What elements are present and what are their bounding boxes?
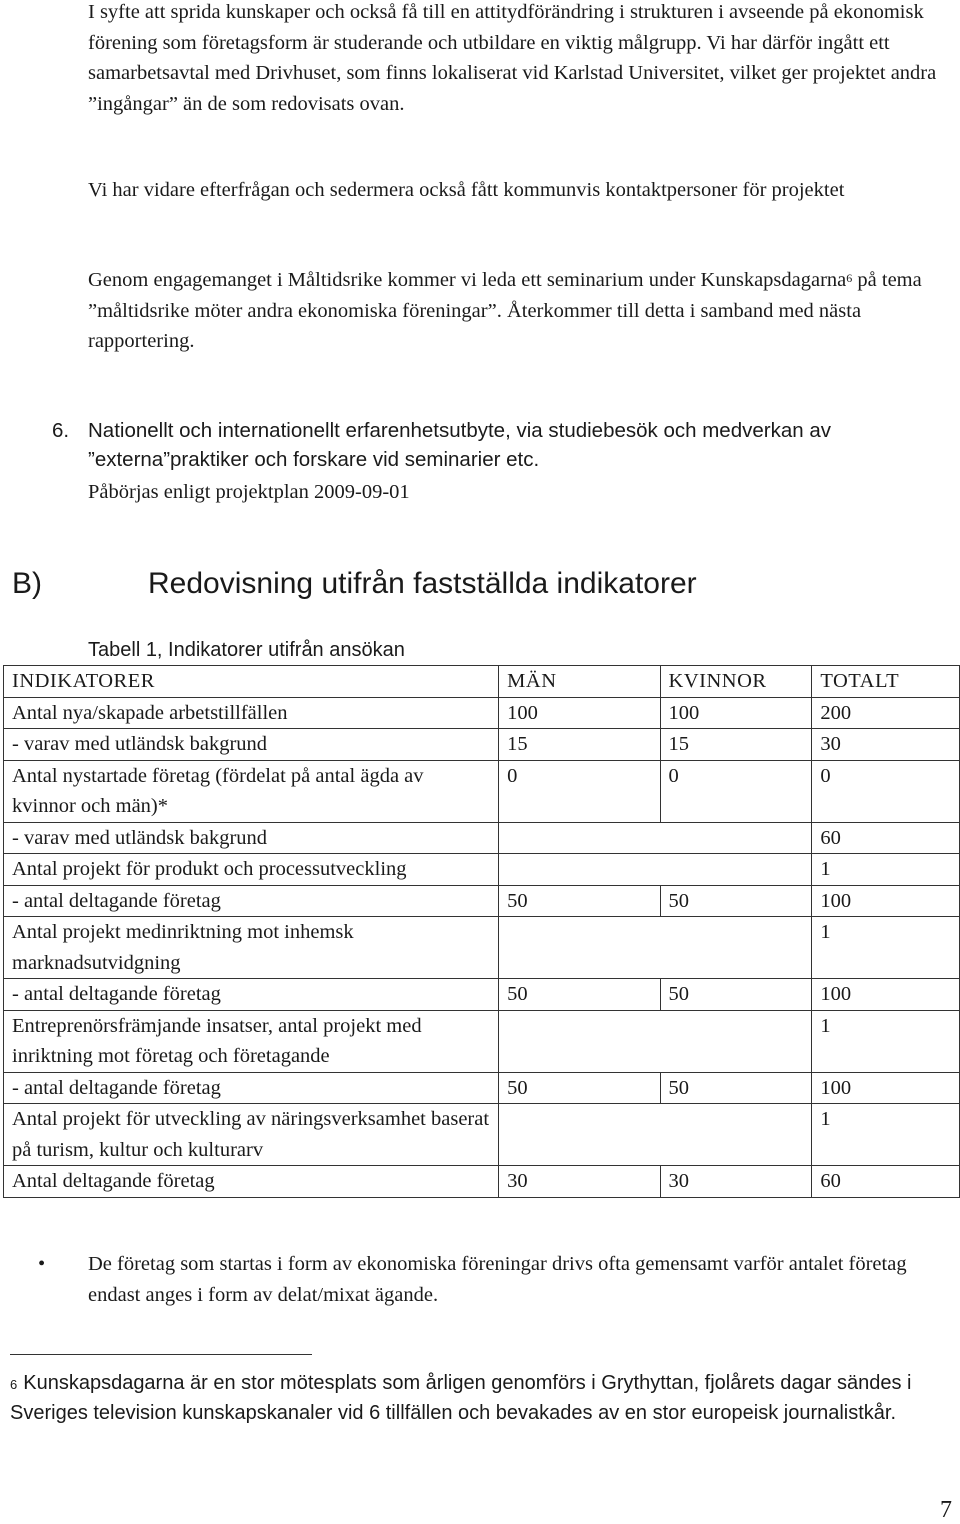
header-man: MÄN <box>499 666 660 698</box>
value-women: 50 <box>660 1072 812 1104</box>
table-row <box>4 822 960 854</box>
footnote <box>10 1368 950 1428</box>
paragraph-maltidsrike-part1: Genom engagemanget i Måltidsrike kommer vi leda ett seminarium under Kunskapsdagarna <box>88 269 847 291</box>
indicator-label: Antal nystartade företag (fördelat på antal ägda av kvinnor och män)* <box>4 760 499 822</box>
indicator-label: - antal deltagande företag <box>4 885 499 917</box>
indicator-label: - antal deltagande företag <box>4 979 499 1011</box>
bullet-icon: • <box>38 1253 46 1275</box>
value-women: 0 <box>660 760 812 822</box>
value-total: 1 <box>812 854 960 886</box>
value-men-women-empty <box>499 1010 812 1072</box>
table-row <box>4 917 960 979</box>
value-total: 100 <box>812 1072 960 1104</box>
indicator-label: - varav med utländsk bakgrund <box>4 729 499 761</box>
indicator-label: Antal projekt för produkt och processutveckling <box>4 854 499 886</box>
value-total: 200 <box>812 697 960 729</box>
section-b-letter: B) <box>12 567 42 600</box>
header-indikatorer: INDIKATORER <box>4 666 499 698</box>
paragraph-maltidsrike-part2: på tema ”måltidsrike möter andra ekonomiska föreningar”. Återkommer till detta i samband med nästa rapportering. <box>88 269 922 352</box>
value-men: 15 <box>499 729 660 761</box>
indicator-label: Antal projekt för utveckling av näringsverksamhet baserat på turism, kultur och kulturarv <box>4 1104 499 1166</box>
value-men-women-empty <box>499 822 812 854</box>
indicator-label: Antal projekt medinriktning mot inhemsk marknadsutvidgning <box>4 917 499 979</box>
indicator-table <box>3 665 960 1198</box>
paragraph-maltidsrike <box>88 265 958 357</box>
table-row <box>4 1010 960 1072</box>
section-6-subtitle: Påbörjas enligt projektplan 2009-09-01 <box>88 481 410 503</box>
value-total: 60 <box>812 1166 960 1198</box>
table-row <box>4 1166 960 1198</box>
paragraph-drivhuset: I syfte att sprida kunskaper och också få till en attitydförändring i strukturen i avseende på ekonomisk förening som företagsform är studerande och utbildare en viktig målgrupp. Vi har därför ingått ett samarbetsavtal med Drivhuset, som finns lokaliserat vid Karlstad Universitet, vilket ger projektet andra ”ingångar” än de som redovisats ovan. <box>88 1 937 115</box>
table-row <box>4 1072 960 1104</box>
header-totalt: TOTALT <box>812 666 960 698</box>
value-women: 100 <box>660 697 812 729</box>
value-total: 0 <box>812 760 960 822</box>
value-women: 15 <box>660 729 812 761</box>
table-row <box>4 854 960 886</box>
section-6-heading <box>52 416 958 474</box>
header-kvinnor: KVINNOR <box>660 666 812 698</box>
value-men: 50 <box>499 1072 660 1104</box>
indicator-label: - antal deltagande företag <box>4 1072 499 1104</box>
value-women: 50 <box>660 885 812 917</box>
indicator-label: - varav med utländsk bakgrund <box>4 822 499 854</box>
value-total: 1 <box>812 1104 960 1166</box>
value-men-women-empty <box>499 854 812 886</box>
table-row <box>4 760 960 822</box>
page-number: 7 <box>940 1497 952 1523</box>
footnote-reference: 6 <box>846 271 853 285</box>
value-men: 30 <box>499 1166 660 1198</box>
section-6-title: Nationellt och internationellt erfarenhetsutbyte, via studiebesök och medverkan av ”externa”praktiker och forskare vid seminarier etc. <box>88 419 831 471</box>
value-women: 30 <box>660 1166 812 1198</box>
footnote-text: Kunskapsdagarna är en stor mötesplats som årligen genomförs i Grythyttan, fjolårets dagar sändes i Sveriges television kunskapskanaler vid 6 tillfällen och bevakades av en stor europeisk journalistkår. <box>10 1372 912 1424</box>
value-total: 1 <box>812 1010 960 1072</box>
table-row <box>4 697 960 729</box>
value-men-women-empty <box>499 917 812 979</box>
value-men: 50 <box>499 979 660 1011</box>
section-6-number: 6. <box>52 419 70 442</box>
table-caption: Tabell 1, Indikatorer utifrån ansökan <box>88 639 405 661</box>
value-total: 60 <box>812 822 960 854</box>
value-total: 100 <box>812 885 960 917</box>
table-header-row <box>4 666 960 698</box>
footnote-marker: 6 <box>10 1377 18 1392</box>
table-note <box>38 1249 938 1310</box>
indicator-label: Entreprenörsfrämjande insatser, antal projekt med inriktning mot företag och företagande <box>4 1010 499 1072</box>
value-men: 50 <box>499 885 660 917</box>
table-row <box>4 1104 960 1166</box>
value-women: 50 <box>660 979 812 1011</box>
table-row <box>4 885 960 917</box>
value-men: 0 <box>499 760 660 822</box>
value-total: 1 <box>812 917 960 979</box>
section-b-title: Redovisning utifrån fastställda indikatorer <box>148 567 697 600</box>
value-men-women-empty <box>499 1104 812 1166</box>
table-note-text: De företag som startas i form av ekonomiska föreningar drivs ofta gemensamt varför antalet företag endast anges i form av delat/mixat ägande. <box>88 1253 907 1306</box>
indicator-label: Antal nya/skapade arbetstillfällen <box>4 697 499 729</box>
paragraph-kontaktpersoner: Vi har vidare efterfrågan och sedermera också fått kommunvis kontaktpersoner för projektet <box>88 179 845 201</box>
indicator-label: Antal deltagande företag <box>4 1166 499 1198</box>
table-row <box>4 729 960 761</box>
value-total: 100 <box>812 979 960 1011</box>
table-row <box>4 979 960 1011</box>
footnote-divider <box>10 1354 312 1355</box>
value-total: 30 <box>812 729 960 761</box>
value-men: 100 <box>499 697 660 729</box>
